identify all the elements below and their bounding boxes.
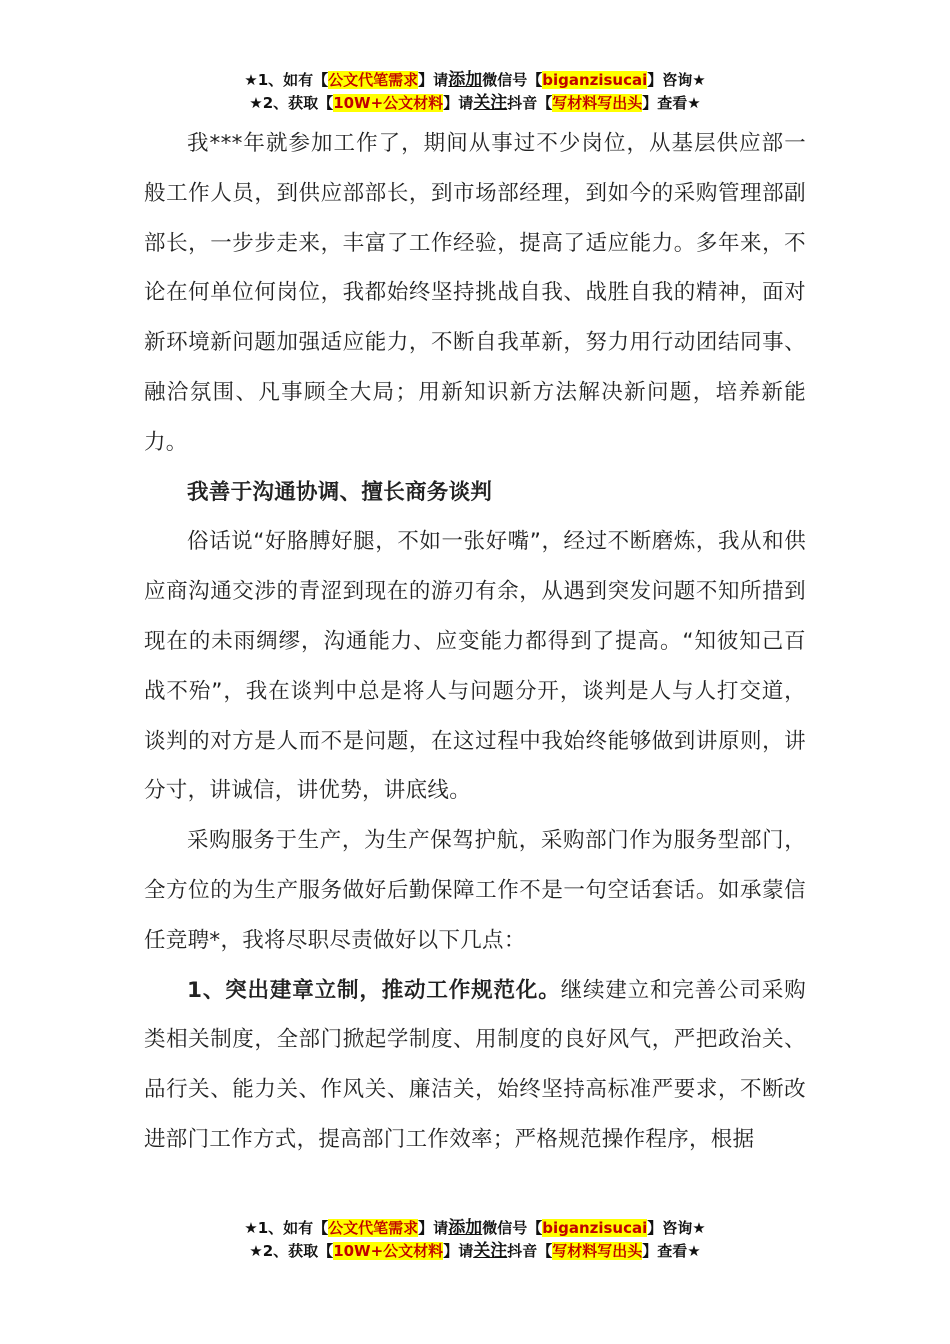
- banner-text: 】查看★: [642, 1242, 701, 1260]
- underlined-text: 关注: [473, 93, 508, 113]
- wechat-id: biganzisucai: [542, 71, 648, 89]
- banner-text: 】咨询★: [647, 71, 706, 89]
- banner-text: ★2、获取【: [249, 94, 334, 112]
- paragraph-2: 俗话说“好胳膊好腿，不如一张好嘴”，经过不断磨炼，我从和供应商沟通交涉的青涩到现在的游刃有余，从遇到突发问题不知所措到现在的未雨绸缪，沟通能力、应变能力都得到了提高。“知彼知己百战不殆”，我在谈判中总是将人与问题分开，谈判是人与人打交道，谈判的对方是人而不是问题，在这过程中我始终能够做到讲原则，讲分寸，讲诚信，讲优势，讲底线。: [144, 529, 806, 804]
- document-body: [144, 119, 806, 1165]
- banner-line-1: [0, 1217, 950, 1240]
- wechat-id: biganzisucai: [542, 1219, 648, 1237]
- banner-text: 抖音【: [507, 1242, 553, 1260]
- footer-banner: [0, 1217, 950, 1263]
- highlight-text: 10W+公文材料: [333, 94, 444, 112]
- underlined-text: 关注: [473, 1241, 508, 1261]
- banner-text: 】请: [418, 1219, 449, 1237]
- highlight-text: 公文代笔需求: [328, 71, 419, 89]
- highlight-text: 10W+公文材料: [333, 1242, 444, 1260]
- header-banner: [0, 69, 950, 115]
- banner-text: ★1、如有【: [244, 71, 329, 89]
- paragraph-4-body: 继续建立和完善公司采购类相关制度，全部门掀起学制度、用制度的良好风气，严把政治关、品行关、能力关、作风关、廉洁关，始终坚持高标准严要求，不断改进部门工作方式，提高部门工作效率；严格规范操作程序，根据: [144, 977, 806, 1152]
- highlight-text: 公文代笔需求: [328, 1219, 419, 1237]
- paragraph-1: 我***年就参加工作了，期间从事过不少岗位，从基层供应部一般工作人员，到供应部部长，到市场部经理，到如今的采购管理部副部长，一步步走来，丰富了工作经验，提高了适应能力。多年来，不论在何单位何岗位，我都始终坚持挑战自我、战胜自我的精神，面对新环境新问题加强适应能力，不断自我革新，努力用行动团结同事、融洽氛围、凡事顾全大局；用新知识新方法解决新问题，培养新能力。: [144, 131, 806, 455]
- section-heading: 我善于沟通协调、擅长商务谈判: [187, 479, 493, 505]
- banner-line-1: [0, 69, 950, 92]
- douyin-account: 写材料写出头: [552, 1242, 643, 1260]
- douyin-account: 写材料写出头: [552, 94, 643, 112]
- banner-text: 】请: [418, 71, 449, 89]
- paragraph-4: [144, 966, 806, 1165]
- banner-text: 】查看★: [642, 94, 701, 112]
- banner-text: 微信号【: [482, 71, 543, 89]
- banner-text: 】咨询★: [647, 1219, 706, 1237]
- banner-line-2: [0, 92, 950, 115]
- banner-text: ★2、获取【: [249, 1242, 334, 1260]
- banner-text: 微信号【: [482, 1219, 543, 1237]
- banner-text: 】请: [443, 1242, 474, 1260]
- underlined-text: 添加: [448, 1218, 483, 1238]
- banner-text: 】请: [443, 94, 474, 112]
- banner-text: 抖音【: [507, 94, 553, 112]
- paragraph-4-lead: 1、突出建章立制，推动工作规范化。: [187, 977, 561, 1003]
- banner-text: ★1、如有【: [244, 1219, 329, 1237]
- underlined-text: 添加: [448, 70, 483, 90]
- paragraph-3: 采购服务于生产，为生产保驾护航，采购部门作为服务型部门，全方位的为生产服务做好后勤保障工作不是一句空话套话。如承蒙信任竞聘*，我将尽职尽责做好以下几点：: [144, 828, 806, 953]
- banner-line-2: [0, 1240, 950, 1263]
